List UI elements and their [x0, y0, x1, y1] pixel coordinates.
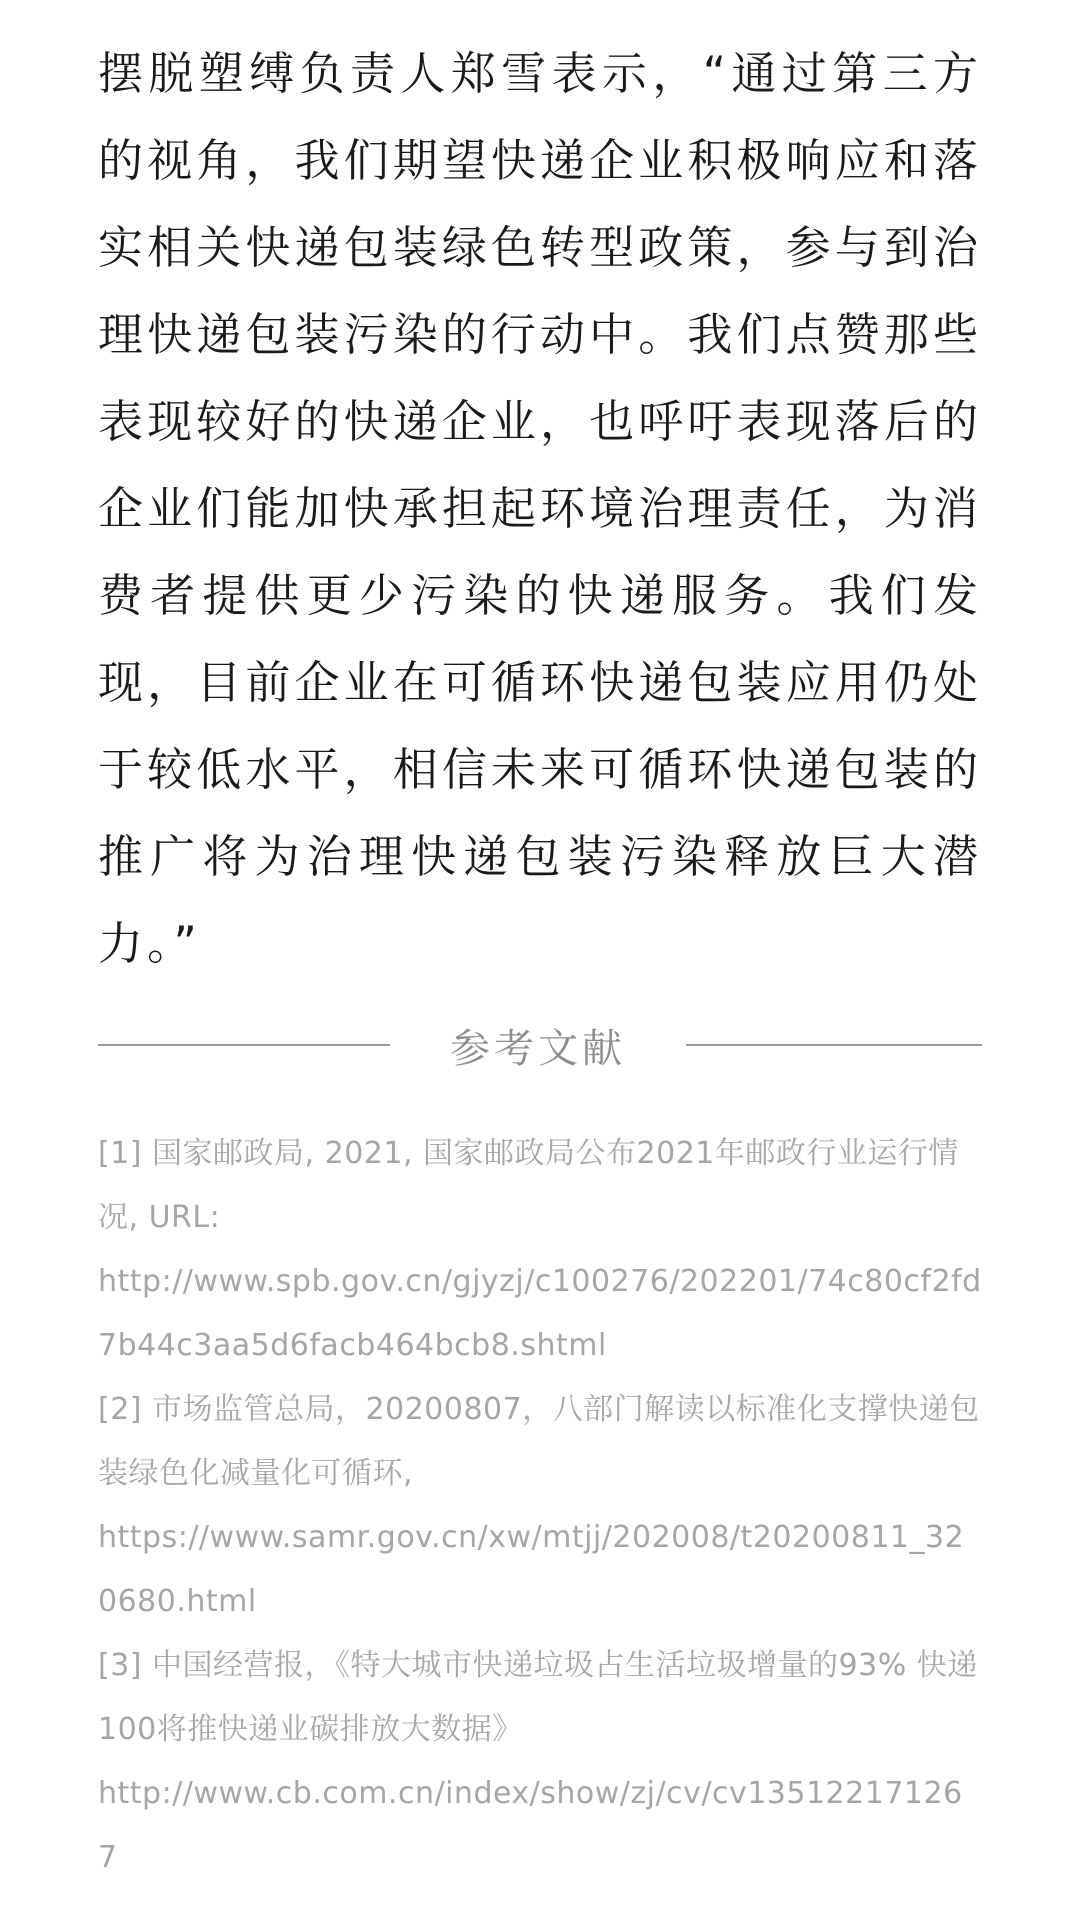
reference-item-3	[98, 1634, 982, 1890]
reference-list	[98, 1122, 982, 1890]
references-section	[98, 1010, 982, 1890]
reference-text: [1] 国家邮政局, 2021, 国家邮政局公布2021年邮政行业运行情况, URL:	[98, 1136, 959, 1235]
article-body	[98, 30, 982, 987]
reference-item-1	[98, 1122, 982, 1378]
references-heading-row	[98, 1010, 982, 1080]
reference-text: [2] 市场监管总局，20200807，八部门解读以标准化支撑快递包装绿色化减量化可循环,	[98, 1392, 980, 1491]
divider-right	[686, 1044, 982, 1046]
divider-left	[98, 1044, 390, 1046]
quote-paragraph: 摆脱塑缚负责人郑雪表示，“通过第三方的视角，我们期望快递企业积极响应和落实相关快递包装绿色转型政策，参与到治理快递包装污染的行动中。我们点赞那些表现较好的快递企业，也呼吁表现落后的企业们能加快承担起环境治理责任，为消费者提供更少污染的快递服务。我们发现，目前企业在可循环快递包装应用仍处于较低水平，相信未来可循环快递包装的推广将为治理快递包装污染释放巨大潜力。”	[98, 47, 982, 970]
reference-item-2	[98, 1378, 982, 1634]
reference-link[interactable]: http://www.spb.gov.cn/gjyzj/c100276/202201/74c80cf2fd7b44c3aa5d6facb464bcb8.shtml	[98, 1264, 982, 1363]
reference-link[interactable]: https://www.samr.gov.cn/xw/mtjj/202008/t20200811_320680.html	[98, 1520, 965, 1619]
reference-link[interactable]: http://www.cb.com.cn/index/show/zj/cv/cv135122171267	[98, 1776, 963, 1875]
references-heading: 参考文献	[450, 1025, 626, 1072]
reference-text: [3] 中国经营报，《特大城市快递垃圾占生活垃圾增量的93% 快递100将推快递业碳排放大数据》	[98, 1648, 978, 1747]
